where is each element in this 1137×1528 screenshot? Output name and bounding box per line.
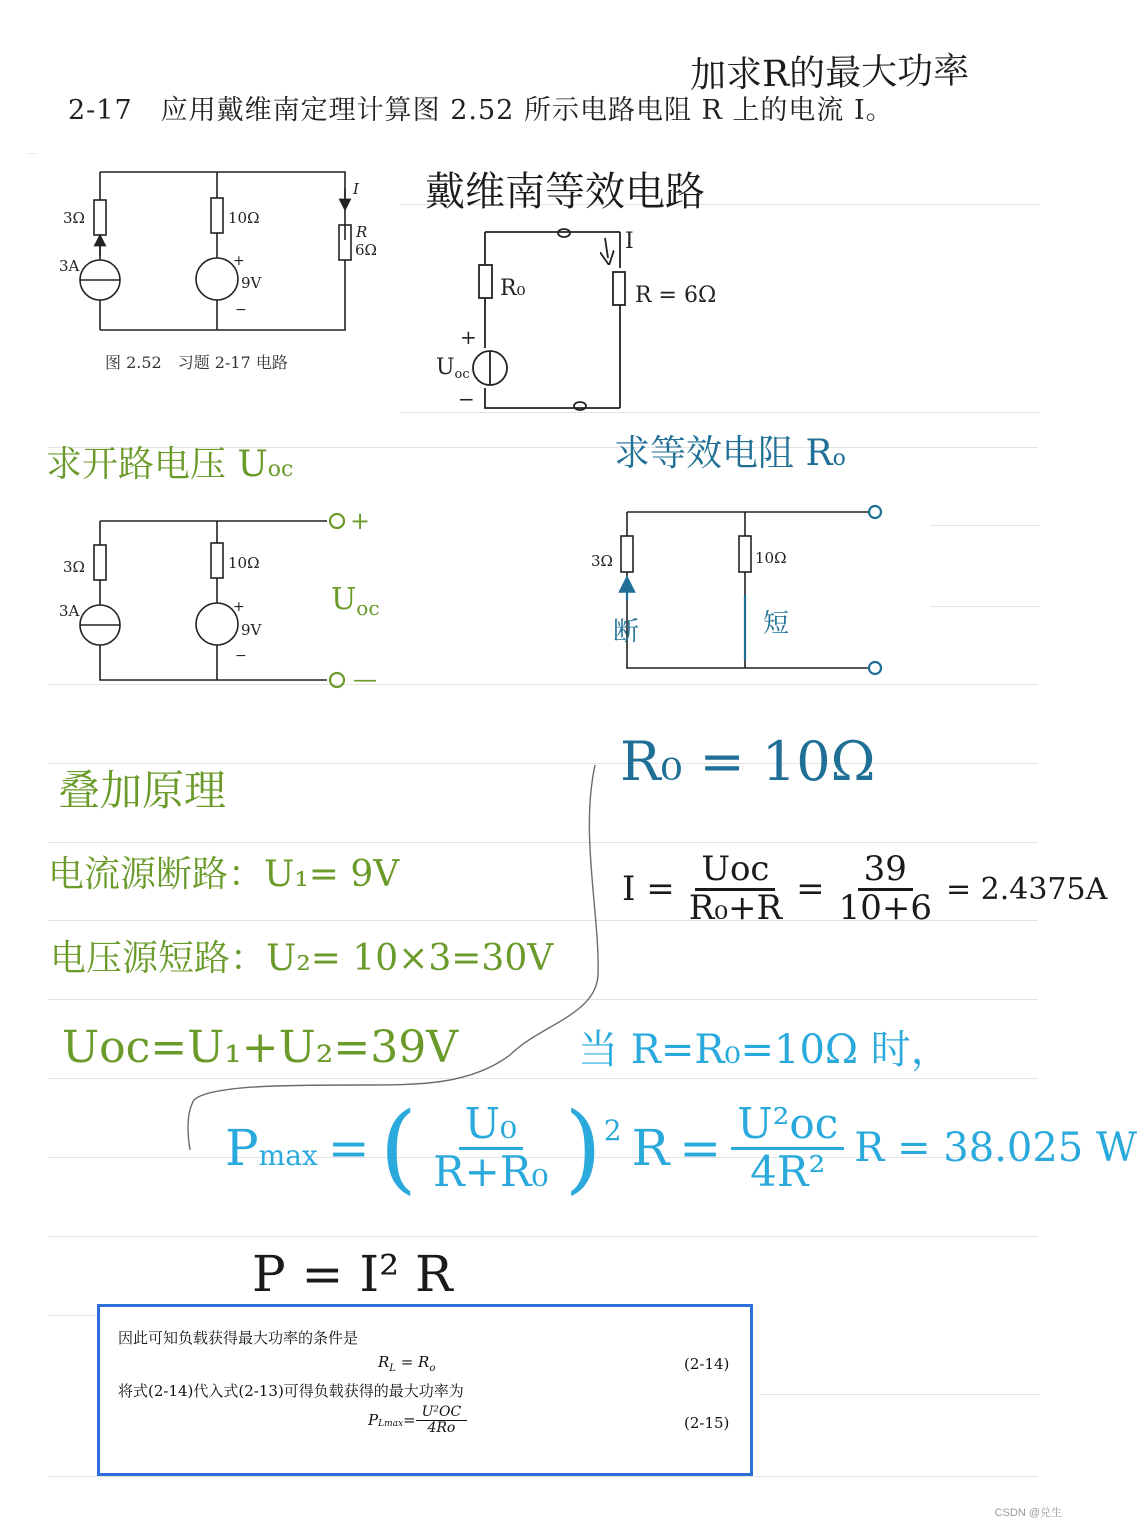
fig-minus: − (235, 302, 247, 318)
oc-terminal-minus: — (353, 665, 377, 693)
textbook-excerpt (97, 1304, 753, 1476)
oc-isrc-label: 3A (59, 602, 80, 620)
er-r2-label: 10Ω (755, 549, 787, 567)
matching-condition: 当 R=R₀=10Ω 时， (578, 1027, 951, 1073)
fig-caption: 图 2.52 习题 2-17 电路 (105, 353, 288, 372)
pmax-formula: Pmax = ( $\frac{\text{U₀}}{\text{R+R₀}}$ ) 2 R = $\frac{\text{U²oc}}{\text{4R²}}$ R = 38.025 W (225, 1092, 1137, 1204)
er-open-label: 断 (613, 617, 640, 647)
thevenin-plus: + (460, 325, 477, 349)
oc-vsrc-label: 9V (241, 621, 262, 639)
oc-terminal-plus: + (350, 507, 371, 535)
excerpt-line2: 将式(2-14)代入式(2-13)可得负载获得的最大功率为 (118, 1382, 464, 1400)
thevenin-uoc-label: Uoc (436, 355, 470, 382)
ro-result: R₀ = 10Ω (620, 730, 876, 793)
fig-current-label: I (353, 180, 359, 198)
watermark-footer: CSDN @兑生 (994, 1507, 1062, 1519)
thevenin-title: 戴维南等效电路 (425, 169, 705, 215)
er-r1-label: 3Ω (591, 552, 613, 570)
open-circuit-title: 求开路电压 Uoc (46, 444, 294, 485)
thevenin-minus: − (458, 387, 475, 411)
fig-r1-label: 3Ω (63, 209, 85, 227)
er-short-label: 短 (763, 609, 790, 639)
equiv-resistance-diagram (585, 500, 905, 690)
fig-r2-label: 10Ω (228, 209, 260, 227)
thevenin-ro-label: R₀ (500, 276, 526, 301)
open-circuit-diagram (55, 505, 395, 695)
thevenin-r-label: R = 6Ω (635, 283, 717, 308)
excerpt-eq2: P $_{Lmax}$ = $\frac{\text{U²OC}}{4Ro}$ (368, 1405, 467, 1435)
oc-uoc-label: $U_{oc}$ (331, 582, 380, 620)
current-formula: I = $\frac{\text{Uoc}}{\text{R₀+R}}$ = $\frac{39}{10+6}$ = 2.4375A (622, 849, 1108, 928)
circuit-figure-2-52 (55, 160, 385, 390)
problem-statement: 2-17 应用戴维南定理计算图 2.52 所示电路电阻 R 上的电流 I。 (68, 95, 894, 126)
excerpt-line1: 因此可知负载获得最大功率的条件是 (118, 1329, 359, 1347)
excerpt-eq1: $R_L = R_o$ (378, 1353, 436, 1374)
fig-vsrc-label: 9V (241, 274, 262, 292)
superposition-line2: 电压源短路：U₂= 10×3=30V (50, 938, 554, 979)
oc-r2-label: 10Ω (228, 554, 260, 572)
oc-r1-label: 3Ω (63, 558, 85, 576)
fig-isrc-label: 3A (59, 257, 80, 275)
oc-plus: + (233, 599, 245, 615)
fig-r-label: R (356, 223, 368, 241)
oc-minus: − (235, 648, 247, 664)
fig-r-value: 6Ω (355, 241, 377, 259)
excerpt-eq1-number: (2-14) (684, 1355, 730, 1373)
thevenin-current-label: I (625, 229, 634, 254)
power-formula: P = I² R (252, 1245, 453, 1303)
superposition-line3: Uoc=U₁+U₂=39V (62, 1022, 459, 1073)
thevenin-equivalent-circuit (430, 220, 750, 420)
excerpt-eq2-number: (2-15) (684, 1414, 730, 1432)
equiv-resistance-title: 求等效电阻 Ro (614, 433, 846, 474)
superposition-title: 叠加原理 (58, 766, 227, 815)
superposition-line1: 电流源断路：U₁= 9V (48, 854, 400, 895)
fig-plus: + (233, 253, 245, 269)
handwritten-extra-task: 加求R的最大功率 (689, 50, 970, 97)
